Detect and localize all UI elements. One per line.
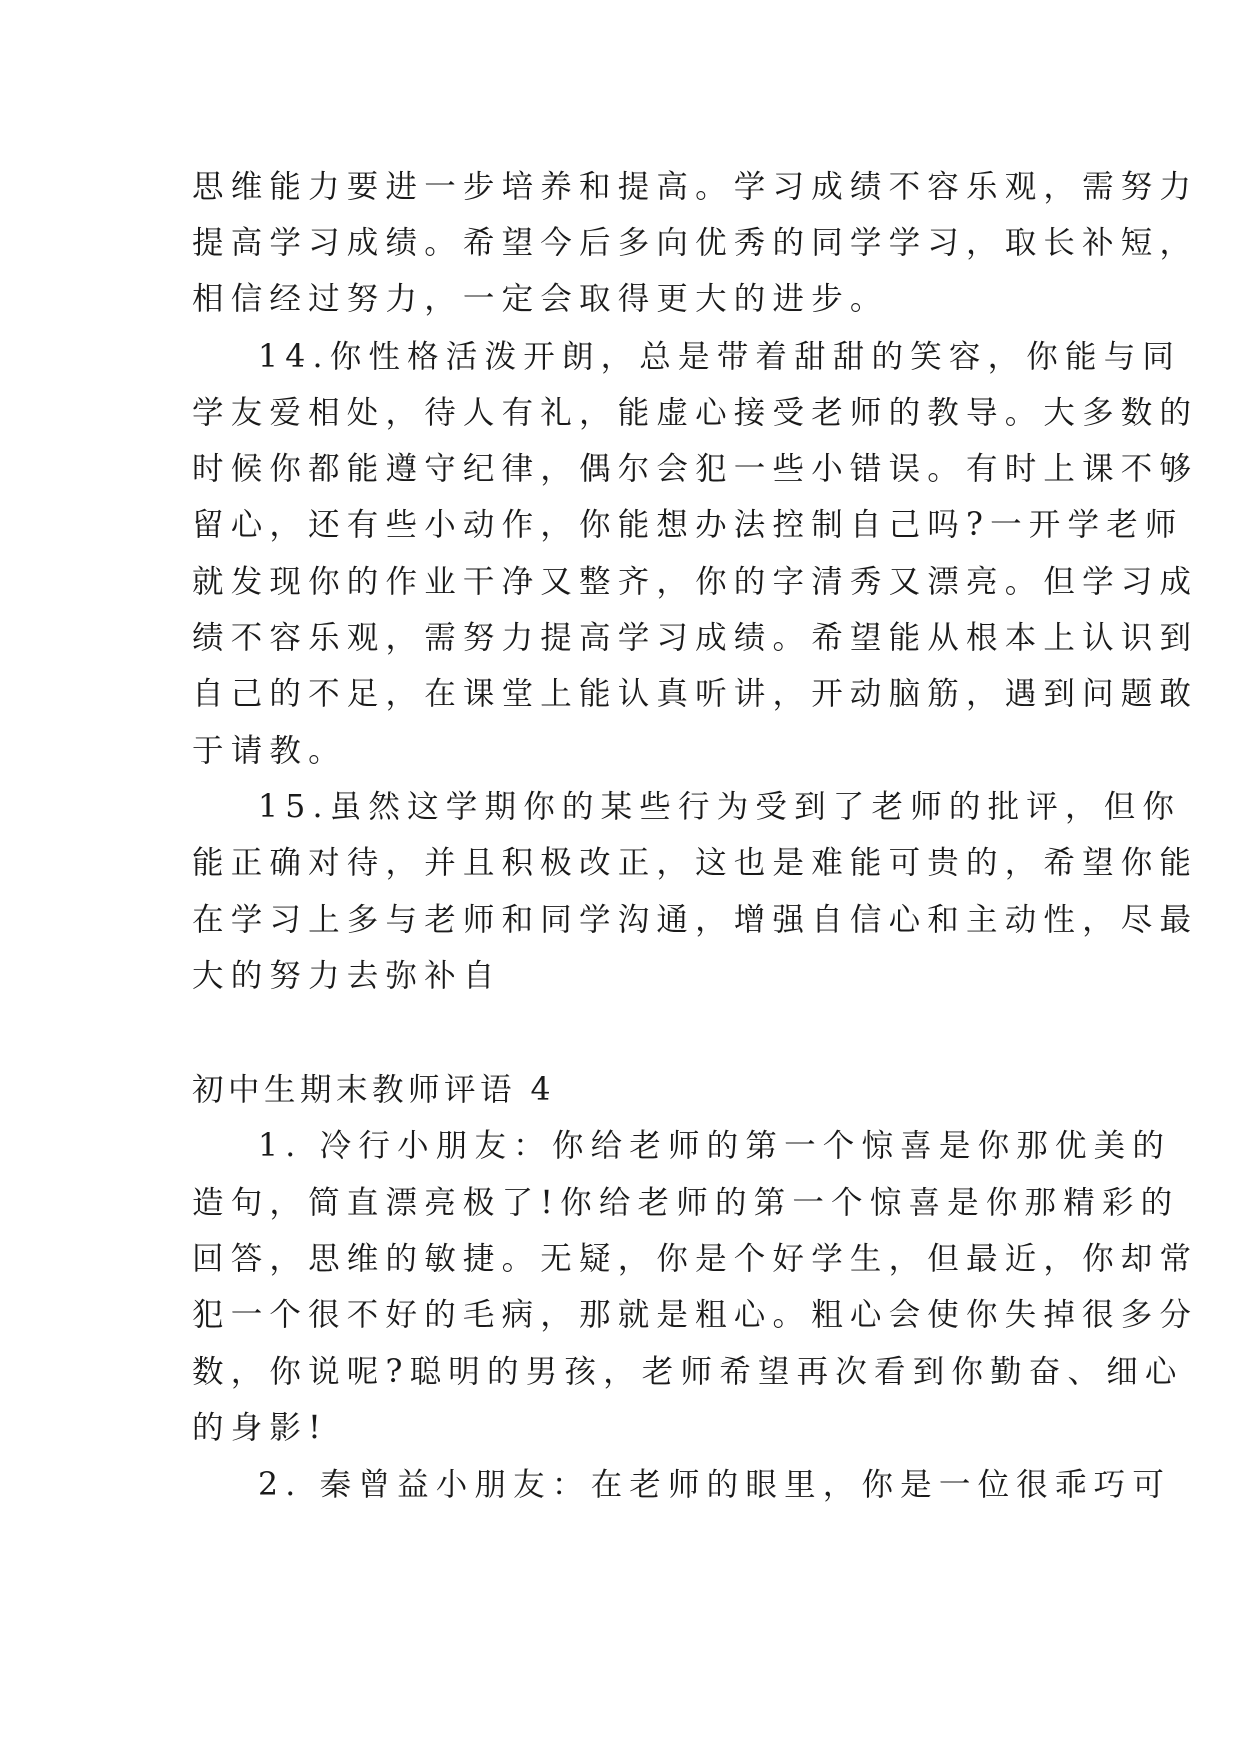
text-line: 就发现你的作业干净又整齐，你的字清秀又漂亮。但学习成 [192,564,1199,600]
text-line: 大的努力去弥补自 [192,958,502,994]
paragraph-first-line: 1. 冷行小朋友：你给老师的第一个惊喜是你那优美的 [258,1128,1172,1164]
text-line: 时候你都能遵守纪律，偶尔会犯一些小错误。有时上课不够 [192,451,1199,487]
text-line: 犯一个很不好的毛病，那就是粗心。粗心会使你失掉很多分 [192,1297,1199,1333]
paragraph-first-line: 14.你性格活泼开朗，总是带着甜甜的笑容，你能与同 [258,339,1182,375]
text-line: 绩不容乐观，需努力提高学习成绩。希望能从根本上认识到 [192,620,1199,656]
section-heading: 初中生期末教师评语 4 [192,1072,556,1108]
text-line: 学友爱相处，待人有礼，能虚心接受老师的教导。大多数的 [192,395,1199,431]
text-line: 数，你说呢?聪明的男孩，老师希望再次看到你勤奋、细心 [192,1354,1184,1390]
text-line: 提高学习成绩。希望今后多向优秀的同学学习，取长补短， [192,225,1199,261]
paragraph-first-line: 2. 秦曾益小朋友：在老师的眼里，你是一位很乖巧可 [258,1467,1172,1503]
paragraph-first-line: 15.虽然这学期你的某些行为受到了老师的批评，但你 [258,789,1182,825]
text-line: 相信经过努力，一定会取得更大的进步。 [192,281,889,317]
text-line: 造句，简直漂亮极了!你给老师的第一个惊喜是你那精彩的 [192,1185,1180,1221]
text-line: 自己的不足，在课堂上能认真听讲，开动脑筋，遇到问题敢 [192,676,1199,712]
text-line: 能正确对待，并且积极改正，这也是难能可贵的，希望你能 [192,845,1199,881]
text-line: 于请教。 [192,733,347,769]
text-line: 的身影! [192,1410,328,1446]
text-line: 回答，思维的敏捷。无疑，你是个好学生，但最近，你却常 [192,1241,1199,1277]
text-line: 思维能力要进一步培养和提高。学习成绩不容乐观，需努力 [192,169,1199,205]
text-line: 在学习上多与老师和同学沟通，增强自信心和主动性，尽最 [192,902,1199,938]
text-line: 留心，还有些小动作，你能想办法控制自己吗?一开学老师 [192,507,1184,543]
